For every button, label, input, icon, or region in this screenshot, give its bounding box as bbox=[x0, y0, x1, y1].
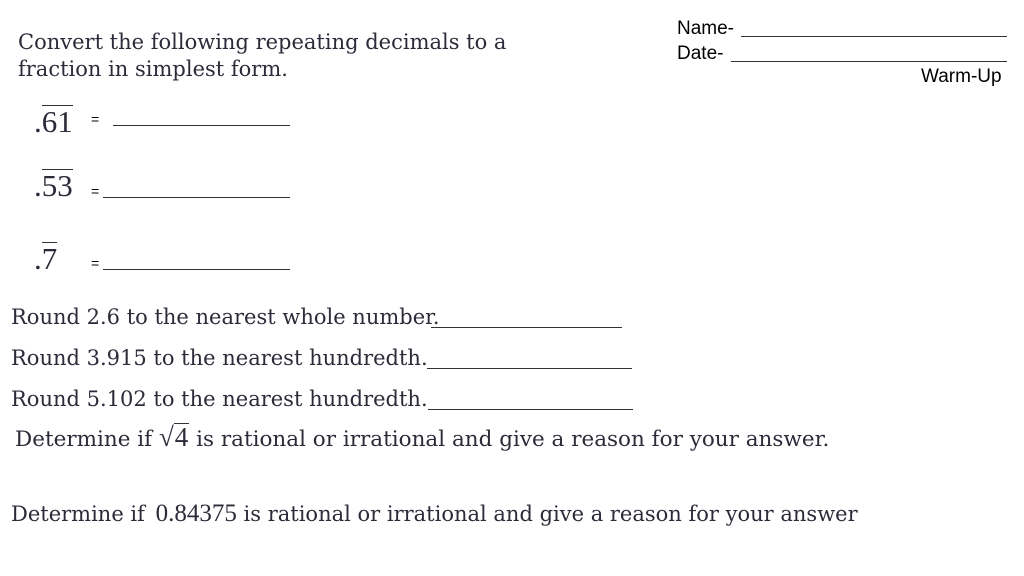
warm-up-label: Warm-Up bbox=[921, 66, 1002, 87]
question-suffix: is rational or irrational and give a reason for your answer bbox=[243, 502, 858, 526]
repeating-decimal-53 bbox=[34, 168, 73, 204]
equals-sign: = bbox=[91, 183, 100, 199]
name-label: Name- bbox=[677, 18, 735, 39]
repeating-decimal-61 bbox=[34, 104, 73, 140]
repeating-decimal-7 bbox=[34, 241, 57, 277]
rounding-answer-blank-1[interactable] bbox=[431, 327, 622, 328]
repeating-digits: 53 bbox=[41, 168, 73, 203]
answer-blank-61[interactable] bbox=[113, 125, 290, 126]
instruction-line-1: Convert the following repeating decimals to a bbox=[18, 30, 507, 54]
rounding-answer-blank-2[interactable] bbox=[427, 368, 632, 369]
date-blank[interactable] bbox=[731, 61, 1007, 62]
answer-blank-53[interactable] bbox=[103, 197, 290, 198]
rounding-question-1: Round 2.6 to the nearest whole number. bbox=[11, 305, 440, 329]
rational-question-decimal bbox=[11, 500, 858, 528]
square-root-4 bbox=[159, 422, 189, 453]
decimal-value: 0.84375 bbox=[155, 500, 237, 527]
repeating-digits: 61 bbox=[41, 104, 73, 139]
answer-blank-7[interactable] bbox=[103, 269, 290, 270]
question-suffix: is rational or irrational and give a reason for your answer. bbox=[196, 427, 830, 452]
repeating-digits: 7 bbox=[41, 241, 58, 276]
decimal-point: . bbox=[34, 241, 42, 276]
decimal-point: . bbox=[34, 168, 42, 203]
decimal-point: . bbox=[34, 104, 42, 139]
radicand: 4 bbox=[174, 422, 189, 452]
question-prefix: Determine if bbox=[15, 427, 153, 452]
name-blank[interactable] bbox=[741, 36, 1007, 37]
rounding-answer-blank-3[interactable] bbox=[428, 409, 633, 410]
rational-question-sqrt bbox=[15, 422, 829, 453]
question-prefix: Determine if bbox=[11, 502, 145, 526]
date-label: Date- bbox=[677, 43, 724, 64]
equals-sign: = bbox=[91, 111, 100, 127]
rounding-question-2: Round 3.915 to the nearest hundredth. bbox=[11, 346, 428, 370]
equals-sign: = bbox=[91, 255, 100, 271]
instruction-line-2: fraction in simplest form. bbox=[18, 57, 288, 81]
rounding-question-3: Round 5.102 to the nearest hundredth. bbox=[11, 387, 428, 411]
radical-icon: √ bbox=[158, 422, 174, 452]
